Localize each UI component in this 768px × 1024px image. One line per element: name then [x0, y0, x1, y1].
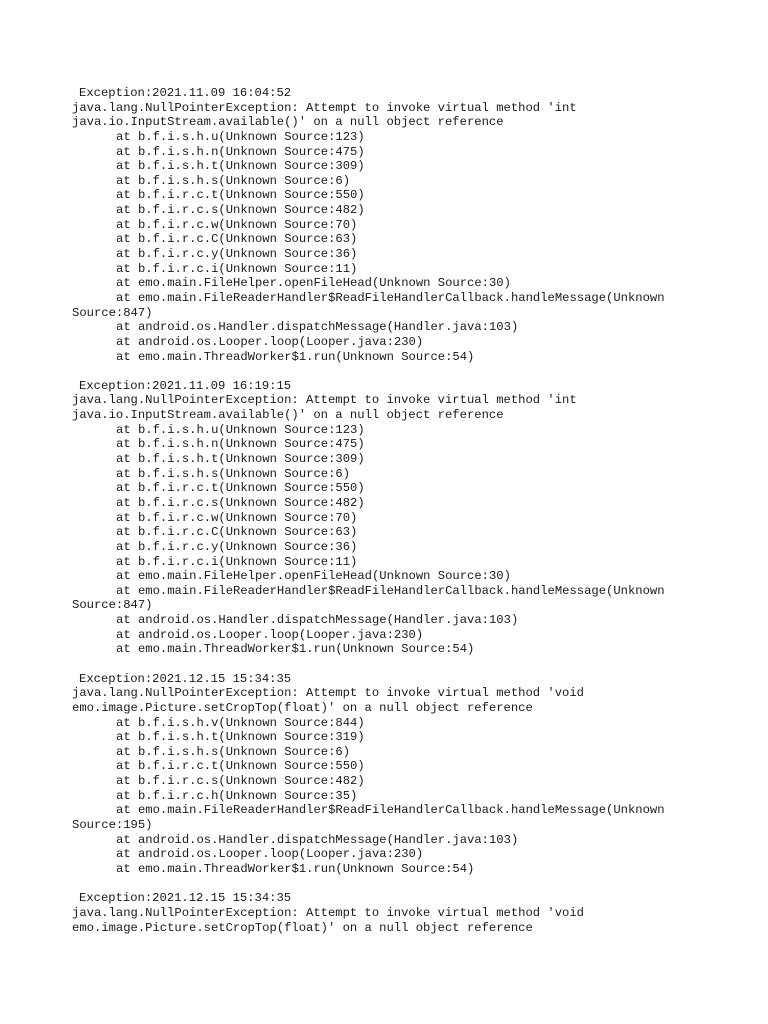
stack-frame-continuation: Source:847) [72, 598, 153, 613]
entry-spacer [72, 657, 762, 672]
stack-frame: at android.os.Handler.dispatchMessage(Handler.java:103) [116, 832, 519, 847]
stack-frame: at android.os.Handler.dispatchMessage(Handler.java:103) [116, 613, 519, 628]
stack-frame: at b.f.i.r.c.w(Unknown Source:70) [116, 217, 358, 232]
exception-message-line: emo.image.Picture.setCropTop(float)' on a null object reference [72, 700, 533, 715]
stack-frame: at b.f.i.r.c.t(Unknown Source:550) [116, 759, 365, 774]
entry-spacer [72, 877, 762, 892]
stack-frame: at emo.main.ThreadWorker$1.run(Unknown Source:54) [116, 642, 475, 657]
stack-frame: at android.os.Handler.dispatchMessage(Handler.java:103) [116, 320, 519, 335]
exception-message-line: java.lang.NullPointerException: Attempt to invoke virtual method 'void [72, 686, 584, 701]
exception-message-line: java.lang.NullPointerException: Attempt to invoke virtual method 'void [72, 905, 584, 920]
exception-header: Exception:2021.11.09 16:04:52 [79, 86, 292, 100]
stack-frame: at b.f.i.r.c.C(Unknown Source:63) [116, 525, 358, 540]
stack-frame: at b.f.i.r.c.s(Unknown Source:482) [116, 774, 365, 789]
stack-frame: at b.f.i.r.c.y(Unknown Source:36) [116, 247, 358, 262]
stack-frame: at b.f.i.s.h.t(Unknown Source:319) [116, 730, 365, 745]
stack-frame: at emo.main.FileReaderHandler$ReadFileHandlerCallback.handleMessage(Unknown [116, 583, 665, 598]
stack-frame: at b.f.i.s.h.n(Unknown Source:475) [116, 437, 365, 452]
stack-frame: at b.f.i.r.c.C(Unknown Source:63) [116, 232, 358, 247]
stack-frame: at b.f.i.s.h.t(Unknown Source:309) [116, 452, 365, 467]
stack-frame: at android.os.Looper.loop(Looper.java:230) [116, 334, 424, 349]
stack-frame: at b.f.i.s.h.n(Unknown Source:475) [116, 144, 365, 159]
stack-frame: at android.os.Looper.loop(Looper.java:230) [116, 627, 424, 642]
exception-message-line: java.lang.NullPointerException: Attempt to invoke virtual method 'int [72, 100, 577, 115]
stack-frame: at b.f.i.r.c.i(Unknown Source:11) [116, 261, 358, 276]
stack-frame: at emo.main.FileHelper.openFileHead(Unknown Source:30) [116, 569, 511, 584]
stack-frame: at emo.main.ThreadWorker$1.run(Unknown Source:54) [116, 861, 475, 876]
stack-frame: at b.f.i.r.c.h(Unknown Source:35) [116, 788, 358, 803]
stack-frame: at emo.main.FileHelper.openFileHead(Unknown Source:30) [116, 276, 511, 291]
stack-frame: at b.f.i.r.c.t(Unknown Source:550) [116, 188, 365, 203]
entry-spacer [72, 364, 762, 379]
stack-frame: at b.f.i.s.h.s(Unknown Source:6) [116, 466, 351, 481]
stack-frame: at b.f.i.r.c.s(Unknown Source:482) [116, 495, 365, 510]
exception-entry [72, 379, 762, 657]
stack-frame: at emo.main.FileReaderHandler$ReadFileHandlerCallback.handleMessage(Unknown [116, 803, 665, 818]
stack-frame-continuation: Source:847) [72, 305, 153, 320]
stack-frame: at b.f.i.s.h.t(Unknown Source:309) [116, 159, 365, 174]
exception-header: Exception:2021.11.09 16:19:15 [79, 378, 292, 393]
stack-frame: at b.f.i.r.c.i(Unknown Source:11) [116, 554, 358, 569]
log-document [72, 86, 762, 935]
stack-frame: at android.os.Looper.loop(Looper.java:230) [116, 847, 424, 862]
stack-frame: at emo.main.ThreadWorker$1.run(Unknown Source:54) [116, 349, 475, 364]
stack-frame: at b.f.i.r.c.w(Unknown Source:70) [116, 510, 358, 525]
exception-message-line: java.lang.NullPointerException: Attempt to invoke virtual method 'int [72, 393, 577, 408]
stack-frame: at b.f.i.r.c.t(Unknown Source:550) [116, 481, 365, 496]
exception-message-line: java.io.InputStream.available()' on a null object reference [72, 115, 504, 130]
stack-frame: at b.f.i.s.h.s(Unknown Source:6) [116, 744, 351, 759]
stack-frame: at b.f.i.s.h.s(Unknown Source:6) [116, 173, 351, 188]
exception-entry [72, 891, 762, 935]
exception-entry [72, 86, 762, 364]
exception-message-line: emo.image.Picture.setCropTop(float)' on a null object reference [72, 920, 533, 935]
stack-frame: at b.f.i.r.c.s(Unknown Source:482) [116, 203, 365, 218]
stack-frame: at b.f.i.r.c.y(Unknown Source:36) [116, 539, 358, 554]
stack-frame-continuation: Source:195) [72, 818, 153, 833]
exception-message-line: java.io.InputStream.available()' on a null object reference [72, 408, 504, 423]
stack-frame: at b.f.i.s.h.u(Unknown Source:123) [116, 129, 365, 144]
exception-header: Exception:2021.12.15 15:34:35 [79, 671, 292, 686]
exception-header: Exception:2021.12.15 15:34:35 [79, 891, 292, 906]
stack-frame: at b.f.i.s.h.v(Unknown Source:844) [116, 715, 365, 730]
stack-frame: at emo.main.FileReaderHandler$ReadFileHandlerCallback.handleMessage(Unknown [116, 290, 665, 305]
stack-frame: at b.f.i.s.h.u(Unknown Source:123) [116, 422, 365, 437]
exception-entry [72, 672, 762, 877]
